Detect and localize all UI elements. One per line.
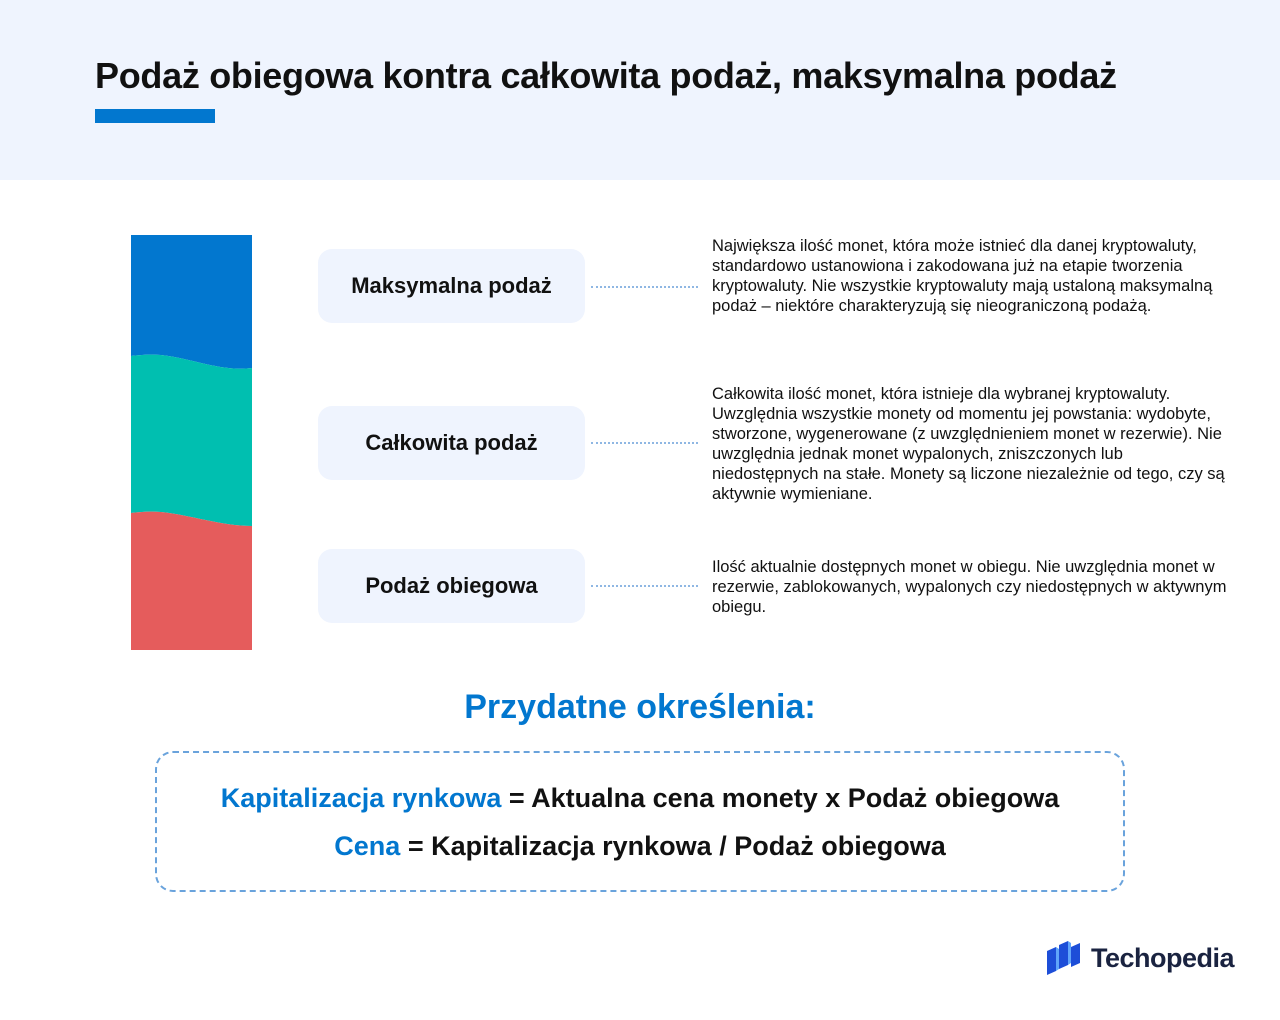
supply-stack-bar	[131, 235, 252, 650]
description-max-supply: Największa ilość monet, która może istnieć dla danej kryptowaluty, standardowo ustanowiona i zakodowana już na etapie tworzenia kryptowaluty. Nie wszystkie kryptowaluty mają ustaloną maksymalną podaż – niektóre charakteryzują się nieograniczoną podażą.	[712, 237, 1213, 315]
connector-max-supply	[591, 286, 698, 288]
techopedia-logo-icon	[1047, 941, 1081, 975]
max-supply-segment	[131, 235, 252, 369]
logo-text: Techopedia	[1091, 942, 1235, 973]
formula-price	[157, 831, 1123, 862]
formula-term: Cena	[334, 831, 401, 861]
connector-circulating-supply	[591, 585, 698, 587]
description-circulating-supply: Ilość aktualnie dostępnych monet w obiegu. Nie uwzględnia monet w rezerwie, zablokowanych, wypalonych czy niedostępnych w aktywnym obiegu.	[712, 558, 1227, 616]
connector-total-supply	[591, 442, 698, 444]
formula-market-cap	[157, 783, 1123, 814]
formula-term: Kapitalizacja rynkowa	[220, 783, 502, 813]
total-supply-segment	[131, 355, 252, 526]
description-total-supply: Całkowita ilość monet, która istnieje dla wybranej kryptowaluty. Uwzględnia wszystkie monety od momentu jej powstania: wydobyte, stworzone, wygenerowane (z uwzględnieniem monet w rezerwie). Nie uwzględnia jednak monet wypalonych, zniszczonych lub niedostępnych na stałe. Monety są liczone niezależnie od tego, czy są aktywnie wymieniane.	[712, 385, 1225, 503]
formula-expression: = Kapitalizacja rynkowa / Podaż obiegowa	[400, 831, 946, 861]
formula-expression: = Aktualna cena monety x Podaż obiegowa	[501, 783, 1060, 813]
formula-box	[155, 751, 1125, 892]
label-circulating-supply: Podaż obiegowa	[318, 549, 585, 623]
title-underline	[95, 109, 215, 123]
header-band	[0, 0, 1280, 180]
label-max-supply: Maksymalna podaż	[318, 249, 585, 323]
page-title: Podaż obiegowa kontra całkowita podaż, maksymalna podaż	[95, 55, 1117, 96]
techopedia-logo	[1047, 941, 1234, 975]
terms-heading: Przydatne określenia:	[464, 688, 816, 726]
label-total-supply: Całkowita podaż	[318, 406, 585, 480]
circulating-supply-segment	[131, 512, 252, 650]
